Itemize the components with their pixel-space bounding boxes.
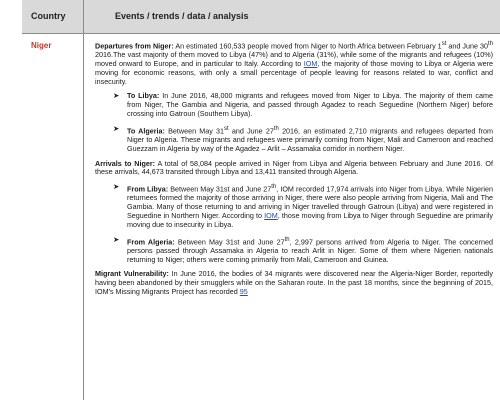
departures-text: , the majority of those moving to Libya or Algeria were moving for economic reasons, with only a small percentage of people leaving for reasons related to war, conflict and insecurity.	[95, 58, 493, 86]
vulnerability-paragraph	[95, 270, 493, 296]
from-libya-text: , those moving from Libya to Niger through Seguedine are primarily moving due to insecurity in Libya.	[127, 210, 493, 229]
to-libya-text: In June 2016, 48,000 migrants and refugees moved from Niger to Libya. The majority of them came from Niger, The Gambia and Nigeria, and passed through Agadez to reach Seguedine (Northern Niger) before crossing into Gatroun (Southern Libya).	[127, 91, 493, 118]
column-divider	[83, 0, 84, 400]
events-table	[22, 0, 500, 400]
ordinal-suffix: th	[487, 41, 493, 47]
from-libya-title: From Libya:	[127, 184, 169, 194]
vulnerability-text: In June 2016, the bodies of 34 migrants were discovered near the Algeria-Niger Border, reportedly having been abandoned by their smugglers while on the Saharan route. In the past 18 months, since the beginning of 2015, IOM's Missing Migrants Project has recorded	[95, 269, 494, 296]
departures-title: Departures from Niger:	[95, 41, 174, 51]
arrivals-title: Arrivals to Niger:	[95, 158, 156, 168]
country-column-header: Country	[31, 11, 66, 21]
row-divider	[22, 33, 500, 34]
arrivals-paragraph	[95, 160, 493, 178]
from-libya-bullet	[113, 182, 493, 229]
to-libya-title: To Libya:	[127, 91, 160, 101]
iom-link[interactable]: IOM	[303, 58, 318, 68]
to-algeria-text: Between May 31	[164, 126, 225, 136]
bullet-arrow-icon: ➤	[113, 123, 120, 133]
departures-text: and June 30	[446, 41, 488, 51]
table-header	[22, 0, 500, 34]
missing-migrants-link[interactable]: 95	[239, 286, 248, 296]
from-libya-text: Between May 31st and June 27	[168, 184, 272, 194]
bullet-arrow-icon: ➤	[113, 234, 120, 244]
to-algeria-title: To Algeria:	[127, 126, 165, 136]
departures-paragraph	[95, 40, 493, 86]
vulnerability-title: Migrant Vulnerability:	[95, 269, 169, 279]
ordinal-suffix: th	[273, 125, 279, 132]
ordinal-suffix: st	[224, 125, 229, 132]
from-algeria-text: Between May 31st and June 27	[174, 236, 285, 246]
to-algeria-bullet	[113, 123, 493, 154]
from-algeria-text: , 2,997 persons arrived from Algeria to Niger. The concerned persons passed through Assamaka in Algeria to reach Arlit in Niger. Some of them where Nigerien nationals returning to Niger; others were coming primarily from Mali, Cameroon and Guinea.	[127, 236, 493, 264]
bullet-arrow-icon: ➤	[113, 91, 120, 101]
to-libya-bullet	[113, 91, 493, 118]
events-cell	[95, 40, 493, 303]
departures-text: 2016.The vast majority of them moved to Libya (47%) and to Algeria (31%), while some of the migrants and refugees (10%) moved onward to Europe, and in particular to Italy. According to	[95, 50, 493, 68]
events-column-header: Events / trends / data / analysis	[115, 11, 249, 21]
country-cell: Niger	[31, 41, 52, 50]
arrivals-text: A total of 58,084 people arrived in Niger from Libya and Algeria between February and June 2016. Of these arrivals, 44,673 transited through Libya and 13,411 transited through Algeria.	[95, 158, 493, 177]
departures-text: An estimated 160,533 people moved from Niger to North Africa between February 1	[173, 41, 442, 51]
ordinal-suffix: th	[271, 184, 277, 191]
from-libya-text: , IOM recorded 17,974 arrivals into Niger from Libya. While Nigerien returnees formed the majority of those arriving in Niger, there were also people arriving from Nigeria, Mali and The Gambia. Many of those returning to and arriving in Niger travelled through Gatroun (Libya) and were registered in Seguedine in Northern Niger. According to	[127, 184, 493, 220]
to-algeria-text: and June 27	[228, 126, 274, 136]
ordinal-suffix: st	[441, 41, 447, 47]
from-algeria-title: From Algeria:	[127, 236, 175, 246]
from-algeria-bullet	[113, 234, 493, 265]
bullet-arrow-icon: ➤	[113, 182, 120, 192]
ordinal-suffix: th	[284, 236, 290, 243]
to-algeria-text: 2016, an estimated 2,710 migrants and refugees departed from Niger to Algeria. These migrants and refugees were primarily coming from Niger, Mali and Cameroon and reached Guezzam in Algeria by way of the Agadez – Arlit – Assamaka corridor in northern Niger.	[127, 126, 493, 153]
iom-link[interactable]: IOM	[264, 210, 278, 220]
